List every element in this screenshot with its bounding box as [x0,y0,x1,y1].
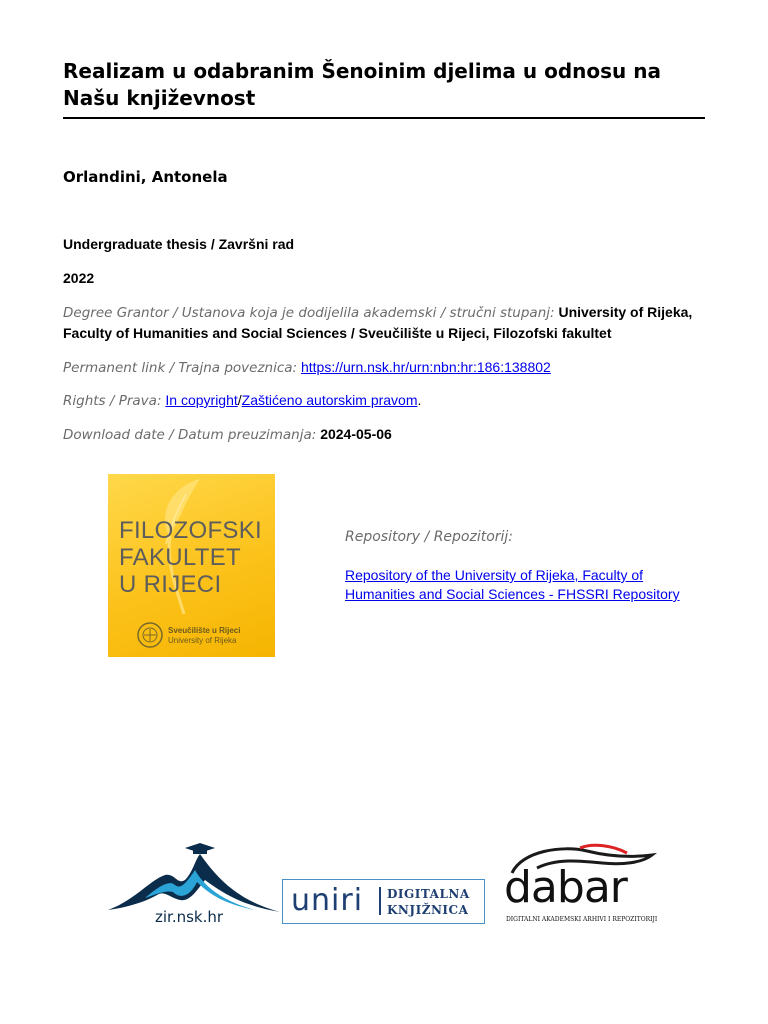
rights-label: Rights / Prava: [63,393,162,409]
degree-grantor [63,302,713,343]
rights-separator: / [237,392,242,408]
dabar-logo[interactable] [502,843,664,928]
faculty-logo-line3: U RIJECI [119,571,222,598]
download-date-label: Download date / Datum preuzimanja: [63,427,317,443]
document-title: Realizam u odabranim Šenoinim djelima u odnosu na Našu književnost [63,59,661,110]
uniri-digital-library-logo[interactable] [282,879,485,924]
repository-link-line1[interactable]: Repository of the University of Rijeka, Faculty of [345,567,644,583]
rights [63,390,421,411]
faculty-seal-line2: University of Rijeka [168,636,237,645]
permanent-link-url[interactable]: https://urn.nsk.hr/urn:nbn:hr:186:138802 [300,359,551,375]
author-name: Orlandini, Antonela [63,168,228,186]
dabar-logo-text: dabar [504,862,627,913]
faculty-seal-line1: Sveučilište u Rijeci [168,626,241,635]
rights-end: . [417,392,422,408]
repository-label: Repository / Repozitorij: [345,529,514,545]
degree-grantor-value: University of Rijeka, Faculty of Humanities and Social Sciences / Sveučilište u Rijeci, Filozofski fakultet [63,304,693,341]
dabar-logo-subtitle: DIGITALNI AKADEMSKI ARHIVI I REPOZITORIJI [506,916,658,923]
download-date-value: 2024-05-06 [320,426,392,442]
repository-link[interactable] [345,566,685,604]
uniri-logo-text: uniri [291,883,364,918]
uniri-logo-subtitle-line2: KNJIŽNICA [387,903,469,917]
thesis-type: Undergraduate thesis / Završni rad [63,236,295,252]
year: 2022 [63,270,95,286]
faculty-logo-line2: FAKULTET [119,544,241,571]
download-date [63,424,392,445]
uniri-logo-subtitle-line1: DIGITALNA [387,887,470,901]
zir-logo-text: zir.nsk.hr [155,908,224,926]
uniri-logo-subtitle [387,886,470,918]
faculty-seal-text [168,626,240,646]
permanent-link-label: Permanent link / Trajna poveznica: [63,360,298,376]
faculty-logo [108,474,275,657]
faculty-logo-line1: FILOZOFSKI [119,517,263,544]
in-copyright-link[interactable]: In copyright [165,392,238,408]
uniri-logo-divider [379,887,381,915]
repository-link-line2[interactable]: Humanities and Social Sciences - FHSSRI Repository [345,586,680,602]
title-divider [63,117,705,119]
degree-grantor-label: Degree Grantor / Ustanova koja je dodijelila akademski / stručni stupanj: [63,305,555,321]
zir-logo[interactable] [105,840,285,930]
zasticeno-link[interactable]: Zaštićeno autorskim pravom [241,392,418,408]
permanent-link [63,357,551,378]
